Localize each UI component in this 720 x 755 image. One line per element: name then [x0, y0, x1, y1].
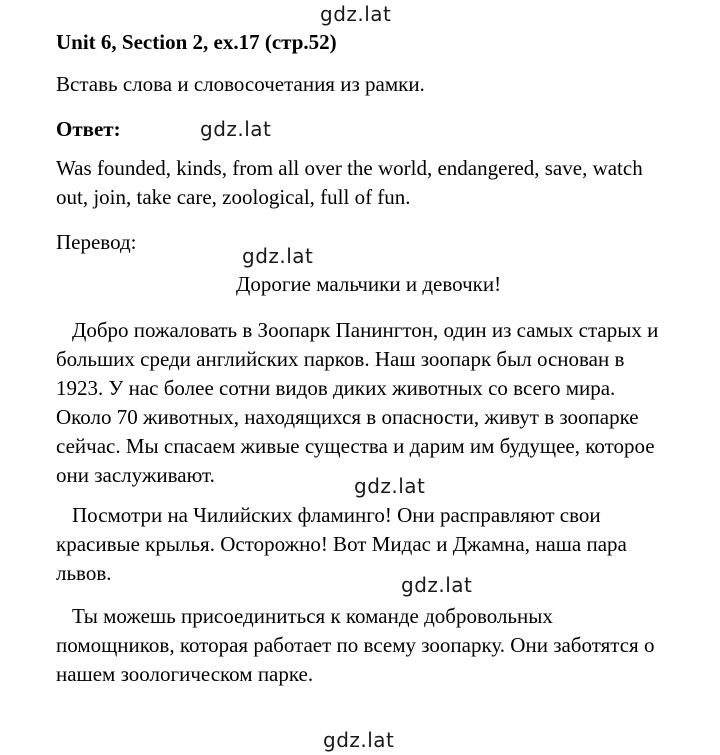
text-line: львов.: [56, 561, 112, 585]
watermark-lower: gdz.lat: [401, 573, 473, 597]
watermark-translation: gdz.lat: [242, 244, 314, 268]
text-line: они заслуживают.: [56, 463, 215, 487]
watermark-bottom: gdz.lat: [323, 728, 395, 752]
text-line: помощников, которая работает по всему зоопарку. Они заботятся о: [56, 633, 655, 657]
paragraph-flamingos: [56, 501, 696, 588]
text-line: сейчас. Мы спасаем живые существа и дарим им будущее, которое: [56, 434, 655, 458]
exercise-heading: Unit 6, Section 2, ex.17 (стр.52): [56, 30, 337, 54]
text-line: больших среди английских парков. Наш зоопарк был основан в: [56, 347, 625, 371]
answer-label: Ответ:: [56, 117, 121, 141]
watermark-top: gdz.lat: [320, 2, 392, 26]
text-line: Ты можешь присоединиться к команде добровольных: [72, 604, 553, 628]
answer-line: out, join, take care, zoological, full of fun.: [56, 185, 411, 209]
task-instruction: Вставь слова и словосочетания из рамки.: [56, 72, 425, 96]
text-line: красивые крылья. Осторожно! Вот Мидас и Джамна, наша пара: [56, 532, 627, 556]
letter-greeting: Дорогие мальчики и девочки!: [236, 272, 502, 296]
paragraph-welcome: [56, 316, 696, 490]
text-line: 1923. У нас более сотни видов диких животных со всего мира.: [56, 376, 616, 400]
watermark-answer: gdz.lat: [200, 117, 272, 141]
text-line: нашем зоологическом парке.: [56, 662, 314, 686]
watermark-middle: gdz.lat: [354, 474, 426, 498]
text-line: Добро пожаловать в Зоопарк Панингтон, один из самых старых и: [72, 318, 659, 342]
answer-line: Was founded, kinds, from all over the world, endangered, save, watch: [56, 156, 643, 180]
paragraph-volunteers: [56, 602, 696, 689]
text-line: Посмотри на Чилийских фламинго! Они расправляют свои: [72, 503, 601, 527]
translation-label: Перевод:: [56, 230, 137, 254]
text-line: Около 70 животных, находящихся в опасности, живут в зоопарке: [56, 405, 639, 429]
